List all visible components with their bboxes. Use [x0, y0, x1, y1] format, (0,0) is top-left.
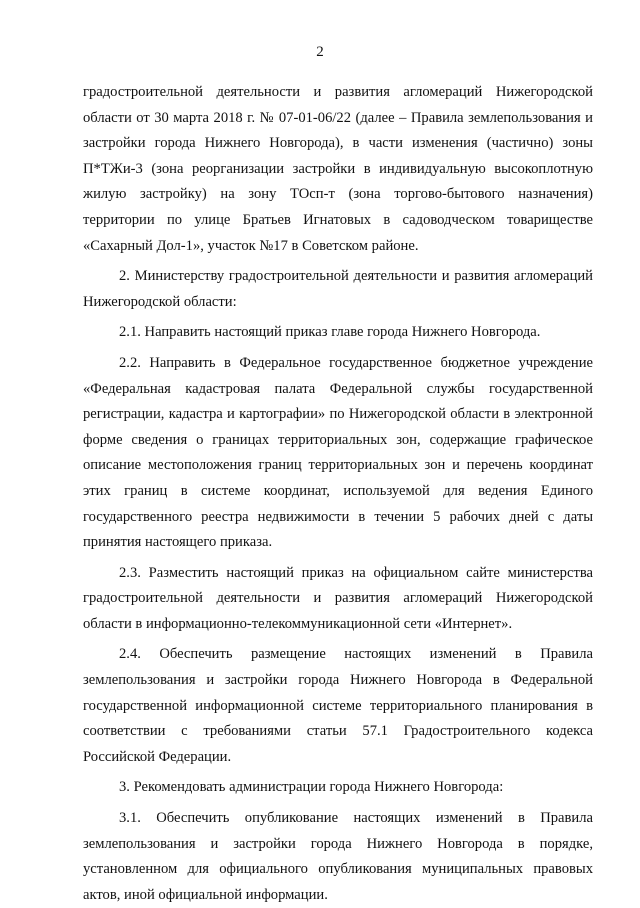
paragraph-item-3-1: 3.1. Обеспечить опубликование настоящих изменений в Правила землепользования и застройки города Нижнего Новгорода в порядке, установленном для официального опубликования муниципальных правовых актов, иной официальной информации. [83, 810, 593, 903]
document-body [83, 80, 593, 908]
page-number: 2 [316, 44, 324, 60]
paragraph-item-2-4: 2.4. Обеспечить размещение настоящих изменений в Правила землепользования и застройки города Нижнего Новгорода в Федеральной государственной информационной системе территориального планирования в соответствии с требованиями статьи 57.1 Градостроительного кодекса Российской Федерации. [83, 646, 593, 765]
paragraph-item-2-1: 2.1. Направить настоящий приказ главе города Нижнего Новгорода. [119, 324, 541, 341]
paragraph-item-2-2: 2.2. Направить в Федеральное государственное бюджетное учреждение «Федеральная кадастровая палата Федеральной службы государственной регистрации, кадастра и картографии» по Нижегородской области в электронной форме сведения о границах территориальных зон, содержащие графическое описание местоположения границ территориальных зон и перечень координат этих границ в системе координат, используемой для ведения Единого государственного реестра недвижимости в течении 5 рабочих дней с даты принятия настоящего приказа. [83, 354, 593, 551]
paragraph-item-3: 3. Рекомендовать администрации города Нижнего Новгорода: [119, 779, 504, 796]
paragraph-continuation: градостроительной деятельности и развития агломераций Нижегородской области от 30 марта 2018 г. № 07-01-06/22 (далее – Правила землепользования и застройки города Нижнего Новгорода), в части изменения (частично) зоны П*ТЖи-3 (зона реорганизации застройки в индивидуальную высокоплотную жилую застройку) на зону ТОсп-т (зона торгово-бытового назначения) территории по улице Братьев Игнатовых в садоводческом товариществе «Сахарный Дол-1», участок №17 в Советском районе. [83, 84, 593, 254]
paragraph-item-2: 2. Министерству градостроительной деятельности и развития агломераций Нижегородской области: [83, 268, 593, 310]
paragraph-item-2-3: 2.3. Разместить настоящий приказ на официальном сайте министерства градостроительной деятельности и развития агломераций Нижегородской области в информационно-телекоммуникационной сети «Интернет». [83, 564, 593, 632]
